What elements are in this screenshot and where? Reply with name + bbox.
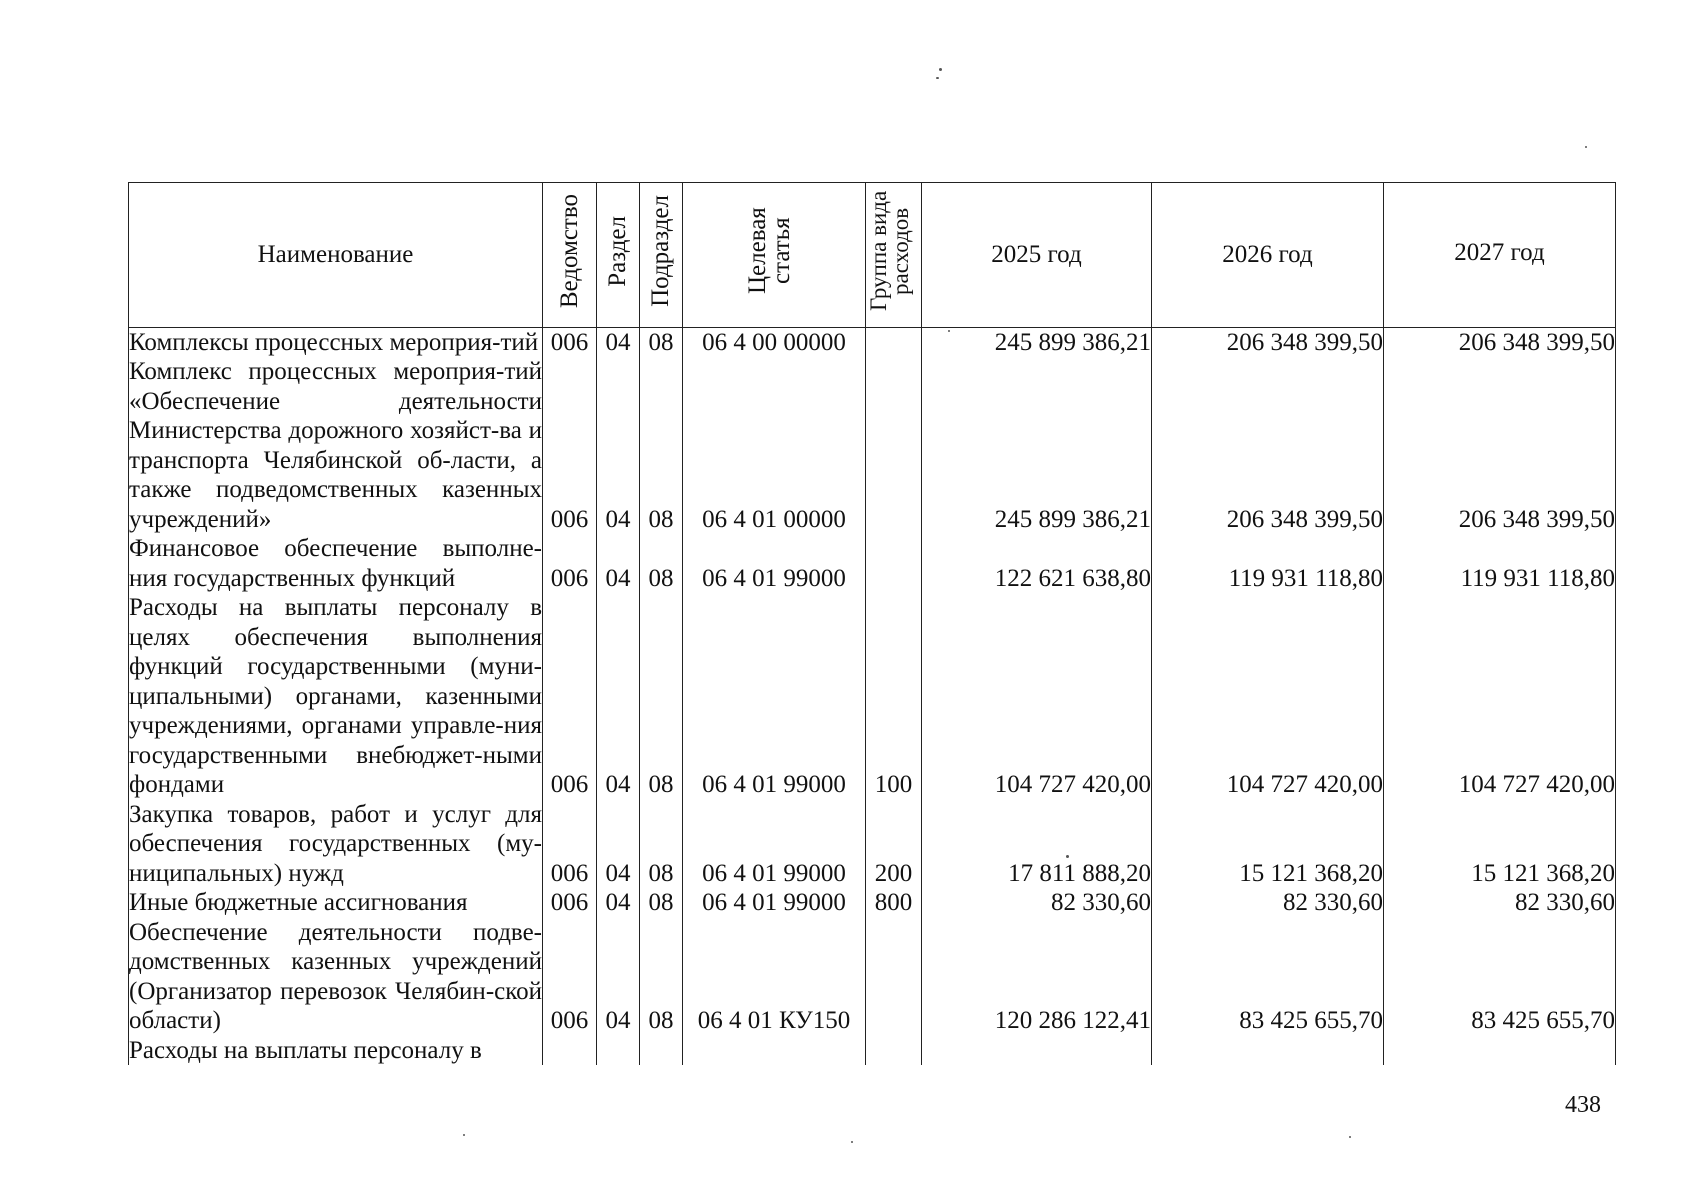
budget-table xyxy=(128,182,1616,1065)
table-row xyxy=(129,593,1616,800)
cell-subsection: 08 xyxy=(640,593,683,800)
cell-2026: 206 348 399,50 xyxy=(1152,357,1384,534)
cell-expense-group xyxy=(866,1036,922,1066)
header-expense-group: Группа вида расходов xyxy=(866,183,922,328)
table-row xyxy=(129,327,1616,357)
cell-name: Иные бюджетные ассигнования xyxy=(129,888,543,918)
table-row xyxy=(129,534,1616,593)
cell-expense-group xyxy=(866,357,922,534)
cell-2027: 83 425 655,70 xyxy=(1384,918,1616,1036)
table-row xyxy=(129,888,1616,918)
cell-section: 04 xyxy=(597,593,640,800)
scan-speck xyxy=(1349,1136,1351,1138)
cell-name: Финансовое обеспечение выполне-ния государственных функций xyxy=(129,535,542,592)
header-section: Раздел xyxy=(597,183,640,328)
header-2027: 2027 год xyxy=(1384,183,1616,328)
page-number: 438 xyxy=(1565,1092,1601,1118)
cell-2025: 245 899 386,21 xyxy=(922,327,1152,357)
cell-subsection: 08 xyxy=(640,357,683,534)
cell-subsection: 08 xyxy=(640,800,683,889)
cell-target-article: 06 4 01 99000 xyxy=(683,534,866,593)
cell-department: 006 xyxy=(543,888,597,918)
cell-department xyxy=(543,1036,597,1066)
scan-speck xyxy=(948,330,950,332)
cell-section: 04 xyxy=(597,918,640,1036)
cell-department: 006 xyxy=(543,327,597,357)
cell-target-article: 06 4 01 00000 xyxy=(683,357,866,534)
cell-section: 04 xyxy=(597,357,640,534)
cell-department: 006 xyxy=(543,918,597,1036)
header-2026: 2026 год xyxy=(1152,183,1384,328)
header-department: Ведомство xyxy=(543,183,597,328)
cell-expense-group xyxy=(866,534,922,593)
table-row xyxy=(129,800,1616,889)
cell-name: Комплекс процессных мероприя-тий «Обеспечение деятельности Министерства дорожного хозяйст-ва и транспорта Челябинской об-ласти, а также подведомственных казенных учреждений» xyxy=(129,358,542,533)
scan-speck xyxy=(1585,146,1587,148)
cell-2026: 104 727 420,00 xyxy=(1152,593,1384,800)
cell-2027: 104 727 420,00 xyxy=(1384,593,1616,800)
table-header-row xyxy=(129,183,1616,328)
table-row xyxy=(129,918,1616,1036)
cell-department: 006 xyxy=(543,534,597,593)
scan-speck xyxy=(851,1141,853,1143)
header-target-article: Целевая статья xyxy=(683,183,866,328)
cell-2027: 119 931 118,80 xyxy=(1384,534,1616,593)
cell-target-article: 06 4 01 КУ150 xyxy=(683,918,866,1036)
cell-section: 04 xyxy=(597,888,640,918)
cell-section: 04 xyxy=(597,327,640,357)
cell-2025: 120 286 122,41 xyxy=(922,918,1152,1036)
cell-2025: 82 330,60 xyxy=(922,888,1152,918)
scan-speck xyxy=(936,77,939,79)
cell-target-article: 06 4 01 99000 xyxy=(683,593,866,800)
cell-name: Закупка товаров, работ и услуг для обеспечения государственных (му-ниципальных) нужд xyxy=(129,800,542,887)
cell-subsection: 08 xyxy=(640,918,683,1036)
cell-name: Обеспечение деятельности подве-домственных казенных учреждений (Организатор перевозок Челябин-ской области) xyxy=(129,918,542,1034)
cell-section: 04 xyxy=(597,534,640,593)
cell-2027 xyxy=(1384,1036,1616,1066)
cell-2025 xyxy=(922,1036,1152,1066)
cell-2026: 15 121 368,20 xyxy=(1152,800,1384,889)
table-row xyxy=(129,1036,1616,1066)
cell-subsection: 08 xyxy=(640,888,683,918)
cell-subsection xyxy=(640,1036,683,1066)
header-2025: 2025 год xyxy=(922,183,1152,328)
cell-section: 04 xyxy=(597,800,640,889)
cell-section xyxy=(597,1036,640,1066)
cell-2026: 82 330,60 xyxy=(1152,888,1384,918)
cell-target-article: 06 4 01 99000 xyxy=(683,888,866,918)
table-row xyxy=(129,357,1616,534)
cell-expense-group xyxy=(866,327,922,357)
header-name: Наименование xyxy=(129,183,543,328)
cell-target-article: 06 4 01 99000 xyxy=(683,800,866,889)
cell-name: Комплексы процессных мероприя-тий xyxy=(129,327,543,357)
cell-expense-group: 200 xyxy=(866,800,922,889)
cell-subsection: 08 xyxy=(640,534,683,593)
header-subsection: Подраздел xyxy=(640,183,683,328)
cell-target-article xyxy=(683,1036,866,1066)
cell-2027: 206 348 399,50 xyxy=(1384,327,1616,357)
cell-2025: 17 811 888,20 xyxy=(922,800,1152,889)
cell-2026: 119 931 118,80 xyxy=(1152,534,1384,593)
cell-2025: 122 621 638,80 xyxy=(922,534,1152,593)
cell-target-article: 06 4 00 00000 xyxy=(683,327,866,357)
cell-department: 006 xyxy=(543,593,597,800)
cell-subsection: 08 xyxy=(640,327,683,357)
cell-2025: 245 899 386,21 xyxy=(922,357,1152,534)
cell-department: 006 xyxy=(543,357,597,534)
cell-2025: 104 727 420,00 xyxy=(922,593,1152,800)
cell-2027: 206 348 399,50 xyxy=(1384,357,1616,534)
cell-2026 xyxy=(1152,1036,1384,1066)
cell-2026: 206 348 399,50 xyxy=(1152,327,1384,357)
cell-expense-group: 100 xyxy=(866,593,922,800)
scan-speck xyxy=(1066,855,1069,858)
cell-2027: 82 330,60 xyxy=(1384,888,1616,918)
cell-name: Расходы на выплаты персоналу в xyxy=(129,1036,543,1066)
scan-speck xyxy=(939,68,942,71)
cell-expense-group xyxy=(866,918,922,1036)
cell-name: Расходы на выплаты персоналу в целях обеспечения выполнения функций государственными (муни-ципальными) органами, казенными учреждениями, органами управле-ния государственными внебюджет-ными фондами xyxy=(129,594,542,798)
cell-2027: 15 121 368,20 xyxy=(1384,800,1616,889)
scan-speck xyxy=(463,1134,465,1136)
cell-department: 006 xyxy=(543,800,597,889)
cell-2026: 83 425 655,70 xyxy=(1152,918,1384,1036)
cell-expense-group: 800 xyxy=(866,888,922,918)
